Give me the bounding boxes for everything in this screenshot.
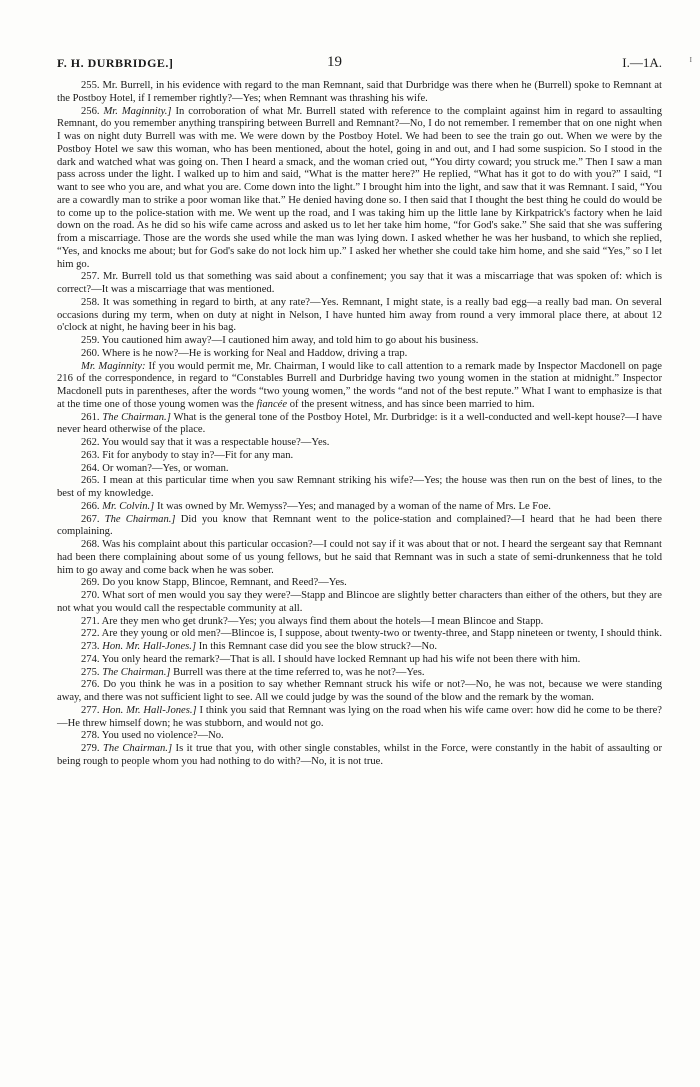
header-witness-name: F. H. DURBRIDGE.]	[57, 56, 174, 70]
testimony-paragraph	[57, 437, 662, 450]
page-header	[57, 54, 662, 76]
paragraph-text: 278. You used no violence?—No.	[81, 730, 224, 742]
testimony-paragraph	[57, 475, 662, 501]
paragraph-text: Is it true that you, with other single constables, whilst in the Force, were constantly in the habit of assaulting or being rough to people whom you had nothing to do with?—No, it is not true.	[57, 743, 662, 767]
margin-mark: I	[689, 56, 692, 64]
testimony-paragraph	[57, 450, 662, 463]
testimony-paragraph	[57, 628, 662, 641]
question-number: 275.	[81, 666, 100, 678]
testimony-paragraph	[57, 297, 662, 335]
testimony-paragraph	[57, 730, 662, 743]
paragraph-text: 269. Do you know Stapp, Blincoe, Remnant, and Reed?—Yes.	[81, 577, 347, 589]
question-number: 277.	[81, 704, 100, 716]
testimony-paragraph	[57, 590, 662, 616]
speaker-name: Mr. Maginnity:	[81, 360, 146, 372]
paragraph-text: 262. You would say that it was a respectable house?—Yes.	[81, 437, 330, 448]
testimony-paragraph	[57, 501, 662, 514]
page-number: 19	[327, 54, 342, 70]
speaker-name: Hon. Mr. Hall-Jones.]	[102, 641, 197, 652]
testimony-paragraph	[57, 641, 662, 654]
speaker-name: The Chairman.]	[102, 666, 171, 678]
testimony-paragraph	[57, 514, 662, 540]
paragraph-text: 260. Where is he now?—He is working for Neal and Haddow, driving a trap.	[81, 347, 408, 359]
speaker-name: Mr. Maginnity.]	[103, 105, 172, 117]
paragraph-text: 263. Fit for anybody to stay in?—Fit for any man.	[81, 449, 294, 461]
testimony-paragraph	[57, 412, 662, 438]
testimony-paragraph	[57, 705, 662, 731]
paragraph-text: In this Remnant case did you see the blow struck?—No.	[198, 641, 438, 652]
speaker-name: The Chairman.]	[104, 513, 176, 525]
testimony-paragraph	[57, 679, 662, 705]
testimony-paragraph	[57, 80, 662, 106]
paragraph-text: In corroboration of what Mr. Burrell stated with reference to the complaint against him in regard to assaulting Remnant, do you remember anything transpiring between Burrell and Remnant?—No, I do not remember. I remember that on one night when I was on night duty Burrell was with me. We were down by the Postboy Hotel. We had been to see the train go out. When we were by the Postboy Hotel we saw this woman, who has been mentioned, about the hotel, going in and out, and I had some suspicion. So I stood in the dark and watched what was going on. Then I heard a smack, and the woman cried out, “You dirty coward; you struck me.” Then I saw a man pass across under the light. I walked up to him and said, “What is the matter here?” He replied, “What has it got to do with you?” I said, “I want to see who you are, and what you are. Come down into the light.” I brought him into the light, and saw that it was Remnant. I said, “You are a cowardly man to strike a poor woman like that.” He denied having done so. I then said that I thought the best thing he could do would be to come up to the police-station with me. We went up the road, and I was taking him up the little lane by Kirkpatrick's factory when he laid down on the road. As he did so his wife came across and asked us to let her take him home, “for God's sake.” She said that she was suffering from a miscarriage. Those are the words she used while the man was lying down. I asked whether he was her husband, to which she replied, “Yes, and knocks me about; but for God's sake do not lock him up.” I asked her whether she could take him home, and she said “Yes,” so I let him go.	[57, 105, 662, 270]
testimony-paragraph	[57, 667, 662, 680]
speaker-name: The Chairman.]	[103, 743, 173, 754]
paragraph-text: If you would permit me, Mr. Chairman, I would like to call attention to a remark made by Inspector Macdonell on page 216 of the correspondence, in regard to “Constables Burrell and Durbridge having two young women in the station at midnight.” Inspector Macdonell puts in parentheses, after the words “two young women,” the words “and not of the best repute.” What I want to emphasize is that at the time one of those young women was the	[57, 360, 662, 410]
testimony-paragraph	[57, 539, 662, 577]
question-number: 261.	[81, 411, 100, 423]
paragraph-text: 259. You cautioned him away?—I cautioned him away, and told him to go about his business.	[81, 335, 479, 346]
testimony-paragraph	[57, 654, 662, 667]
paragraph-text: Burrell was there at the time referred to, was he not?—Yes.	[173, 666, 425, 678]
testimony-paragraph	[57, 577, 662, 590]
question-number: 279.	[81, 743, 100, 754]
paragraph-text: 274. You only heard the remark?—That is all. I should have locked Remnant up had his wife not been there with him.	[81, 653, 581, 665]
question-number: 256.	[81, 105, 100, 117]
paragraph-text: 271. Are they men who get drunk?—Yes; you always find them about the hotels—I mean Blincoe and Stapp.	[81, 615, 544, 627]
testimony-paragraph	[57, 271, 662, 297]
speaker-name: Mr. Colvin.]	[102, 500, 155, 512]
paragraph-text: 270. What sort of men would you say they were?—Stapp and Blincoe are slightly better characters than either of the others, but they are not what you would call the respectable community at all.	[57, 590, 662, 614]
paragraph-text: 268. Was his complaint about this particular occasion?—I could not say if it was about that or not. I heard the sergeant say that Remnant had been there complaining about some of us young fellows, but he said that Remnant was in such a state of semi-drunkenness that he told him to go away and come back when he was sober.	[57, 539, 662, 576]
header-document-ref: I.—1A.	[622, 55, 662, 70]
emphasized-word: fiancée	[256, 398, 288, 410]
paragraph-text: 255. Mr. Burrell, in his evidence with regard to the man Remnant, said that Durbridge was there when he (Burrell) spoke to Remnant at the Postboy Hotel, if I remember rightly?—Yes; when Remnant was thrashing his wife.	[57, 80, 662, 104]
paragraph-text-continued: of the present witness, and has since been married to him.	[289, 398, 535, 410]
testimony-paragraph	[57, 361, 662, 412]
paragraph-text: 272. Are they young or old men?—Blincoe is, I suppose, about twenty-two or twenty-three, and Stapp nineteen or twenty, I should think.	[81, 628, 662, 640]
testimony-paragraph	[57, 335, 662, 348]
testimony-body	[57, 80, 662, 769]
paragraph-text: 265. I mean at this particular time when you saw Remnant striking his wife?—Yes; the house was then run on the best of lines, to the best of my knowledge.	[57, 475, 662, 499]
paragraph-text: Did you know that Remnant went to the police-station and complained?—I heard that he had been there complaining.	[57, 513, 662, 538]
testimony-paragraph	[57, 616, 662, 629]
paragraph-text: 258. It was something in regard to birth, at any rate?—Yes. Remnant, I might state, is a really bad egg—a really bad man. On several occasions during my term, when on duty at night in Nelson, I have hunted him away from round a very immoral place there, at about 12 o'clock at night, he having beer in his bag.	[57, 296, 662, 334]
testimony-paragraph	[57, 463, 662, 476]
paragraph-text: I think you said that Remnant was lying on the road when his wife came over: how did he come to be there?—He threw himself down; he was stubborn, and would not go.	[57, 704, 662, 729]
paragraph-text: 264. Or woman?—Yes, or woman.	[81, 462, 229, 474]
question-number: 267.	[81, 513, 100, 525]
speaker-name: Hon. Mr. Hall-Jones.]	[102, 704, 197, 716]
paragraph-text: 276. Do you think he was in a position to say whether Remnant struck his wife or not?—No, he was not, because we were standing away, and there was not sufficient light to see. All we could judge by was the sound of the blow and the remark by the woman.	[57, 679, 662, 703]
paragraph-text: What is the general tone of the Postboy Hotel, Mr. Durbridge: is it a well-conducted and well-kept house?—I have never heard otherwise of the place.	[57, 411, 662, 436]
paragraph-text: 257. Mr. Burrell told us that something was said about a confinement; you say that it was a miscarriage that was spoken of: which is correct?—It was a miscarriage that was mentioned.	[57, 271, 662, 295]
question-number: 273.	[81, 641, 100, 652]
speaker-name: The Chairman.]	[102, 411, 171, 423]
testimony-paragraph	[57, 348, 662, 361]
testimony-paragraph	[57, 106, 662, 272]
testimony-paragraph	[57, 743, 662, 769]
question-number: 266.	[81, 500, 100, 512]
paragraph-text: It was owned by Mr. Wemyss?—Yes; and managed by a woman of the name of Mrs. Le Foe.	[156, 500, 551, 512]
